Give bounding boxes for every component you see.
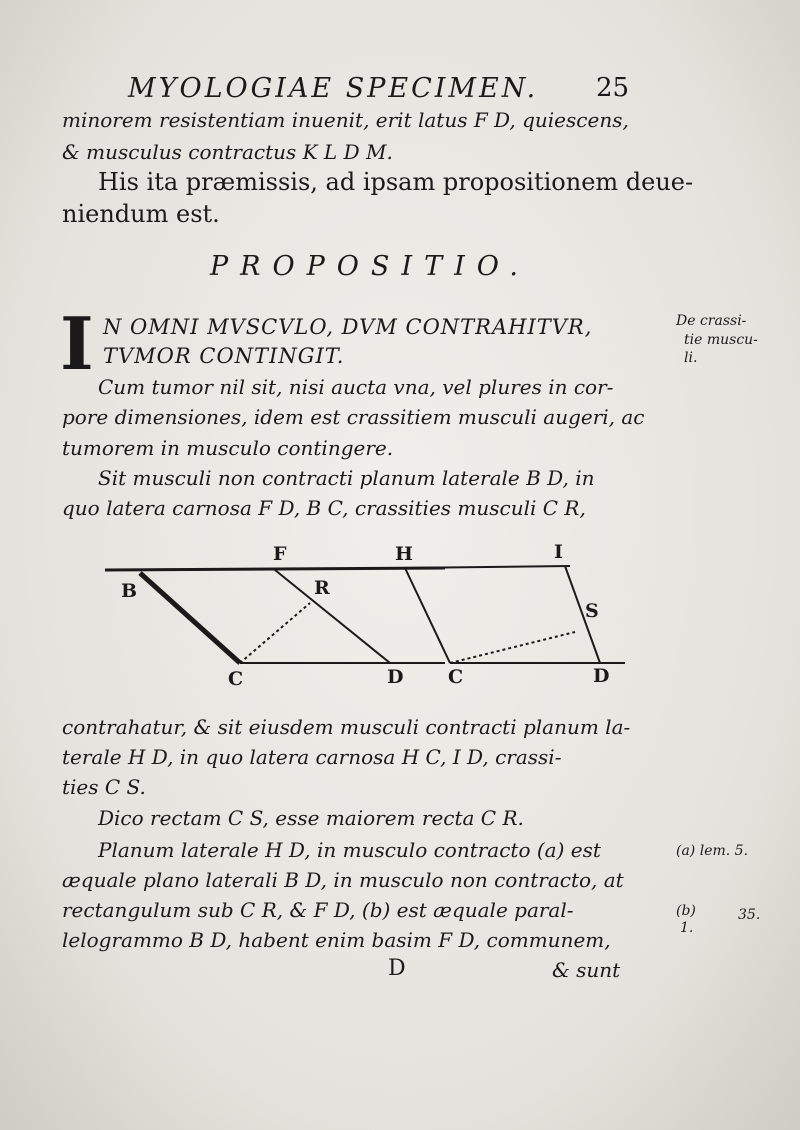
figure-label-I: I	[554, 541, 563, 563]
figure-label-C: C	[228, 668, 244, 690]
figure-line-CS	[450, 632, 575, 663]
figure-label-B: B	[121, 580, 138, 602]
drop-capital: I	[60, 301, 94, 386]
text-line: terale H D, in quo latera carnosa H C, I D, crassi-	[62, 745, 562, 769]
text-line: Cum tumor nil sit, nisi aucta vna, vel plures in cor-	[98, 375, 614, 399]
figure-label-S: S	[585, 600, 599, 622]
text-line: Planum laterale H D, in musculo contracto (a) est	[98, 838, 601, 862]
figure-label-F: F	[273, 543, 287, 565]
proposition-title: PROPOSITIO.	[210, 251, 530, 282]
text-line: Sit musculi non contracti planum laterale B D, in	[98, 466, 595, 490]
text-line: ties C S.	[62, 775, 146, 799]
margin-note: li.	[684, 350, 698, 366]
margin-note: (a) lem. 5.	[676, 843, 749, 859]
margin-note: (b)	[676, 903, 696, 919]
catchword: & sunt	[552, 958, 621, 982]
signature-mark: D	[388, 956, 406, 981]
text-line: lelogrammo B D, habent enim basim F D, communem,	[62, 928, 611, 952]
figure-line-HI	[400, 566, 570, 568]
text-line: pore dimensiones, idem est crassitiem musculi augeri, ac	[62, 405, 645, 429]
text-line: æquale plano laterali B D, in musculo non contracto, at	[62, 868, 624, 892]
text-line: contrahatur, & sit eiusdem musculi contracti planum la-	[62, 715, 631, 739]
margin-note: 35.	[738, 907, 761, 923]
text-line: niendum est.	[62, 200, 220, 228]
running-title: MYOLOGIAE SPECIMEN.	[128, 73, 539, 104]
figure-label-C2: C	[448, 666, 464, 688]
figure-line-HC	[405, 568, 450, 663]
text-line: Dico rectam C S, esse maiorem recta C R.	[98, 806, 524, 830]
margin-note: tie muscu-	[684, 332, 758, 348]
figure-label-D2: D	[593, 665, 610, 687]
text-line: & musculus contractus K L D M.	[62, 140, 393, 164]
text-line: quo latera carnosa F D, B C, crassities musculi C R,	[62, 496, 586, 520]
figure-label-R: R	[314, 577, 330, 599]
margin-note: De crassi-	[676, 313, 747, 329]
figure-line-CR	[240, 603, 310, 663]
figure-label-D: D	[387, 666, 404, 688]
page-number: 25	[596, 73, 630, 103]
text-line: rectangulum sub C R, & F D, (b) est æquale paral-	[62, 898, 574, 922]
text-line: minorem resistentiam inuenit, erit latus F D, quiescens,	[62, 108, 629, 132]
proposition-statement: TVMOR CONTINGIT.	[103, 344, 345, 368]
margin-note: 1.	[680, 920, 694, 936]
text-line: tumorem in musculo contingere.	[62, 436, 394, 460]
figure-line-FD	[275, 570, 390, 663]
proposition-statement: N OMNI MVSCVLO, DVM CONTRAHITVR,	[103, 315, 593, 339]
figure-line-BC	[140, 573, 240, 663]
figure-label-H: H	[395, 543, 413, 565]
text-line: His ita præmissis, ad ipsam propositionem deue-	[98, 168, 694, 196]
figure-top-line	[105, 568, 445, 570]
